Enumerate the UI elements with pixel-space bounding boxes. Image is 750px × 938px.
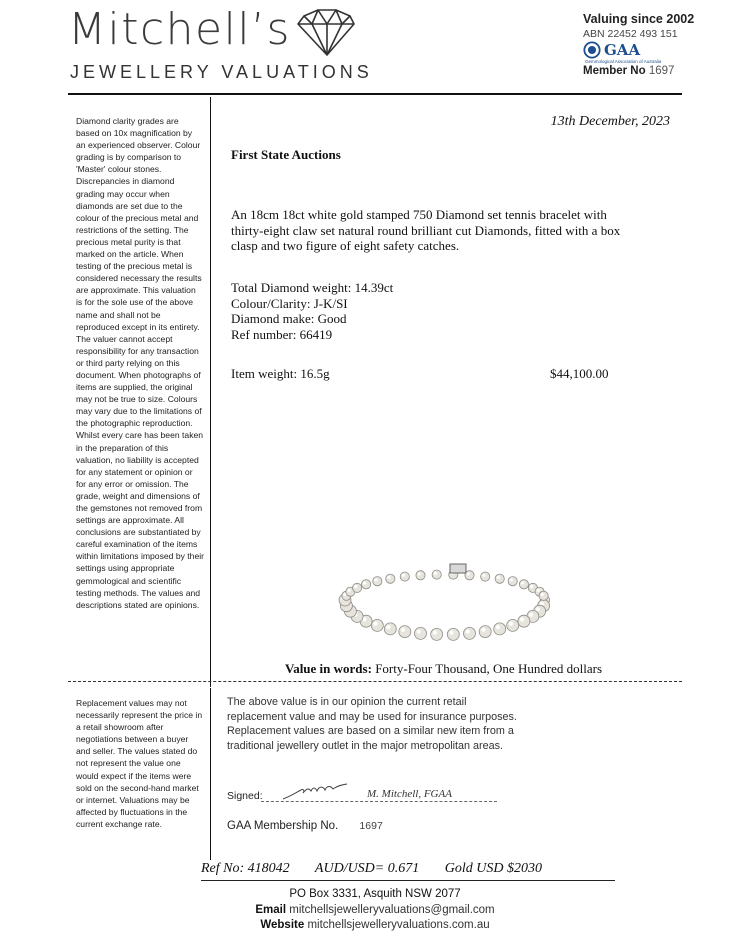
website-link[interactable]: mitchellsjewelleryvaluations.com.au: [307, 919, 490, 931]
stone-highlight: [537, 589, 540, 592]
gaa-subtitle: Gemmological Association of Australia: [585, 58, 662, 64]
gaa-badge: [583, 41, 733, 59]
reference-row: [201, 861, 564, 877]
bracelet-stone: [495, 574, 504, 583]
footer: [0, 887, 750, 934]
spec-ref-number: Ref number: 66419: [231, 326, 333, 342]
stone-highlight: [466, 630, 470, 634]
stone-highlight: [520, 617, 524, 621]
brand-tagline: JEWELLERY VALUATIONS: [70, 62, 373, 82]
item-weight: Item weight: 16.5g: [231, 366, 330, 381]
stone-highlight: [354, 585, 357, 588]
value-words-label: Value in words:: [285, 661, 372, 676]
bracelet-stone: [371, 619, 383, 631]
member-label: Member No: [583, 64, 646, 77]
bracelet-photo: [330, 556, 560, 644]
stone-highlight: [497, 576, 500, 579]
stone-highlight: [433, 631, 437, 635]
disclaimer-text: Diamond clarity grades are based on 10x magnification by an experienced observer. Colour grading is by comparison to 'Master' colour stones. Discrepancies in diamond grading may occur when diamonds are set due to the colour of the precious metal and restrictions of the setting. The precious metal purity is that marked on the article. When testing of the precious metal is considered necessary the results are approximate. This valuation is for the sole use of the above name and shall not be reproduced except in its entirety. The valuer cannot accept responsibility for any transaction or third party relying on this document. When photographs of items are supplied, the original may not be true to size. Colours may vary due to the limitations of the photographic reproduction. Whilst every care has been taken in the preparation of this valuation, no liability is accepted for any statement or opinion or for any error or omission. The grade, weight and dimensions of the gemstones not removed from settings are approximate. All conclusions are substantiated by careful examination of the items within limitations imposed by their settings using appropriate gemmological and scientific testing methods. The values and descriptions stated are opinions.: [76, 116, 205, 610]
bracelet-stone: [464, 627, 476, 639]
bracelet-stone: [494, 623, 506, 635]
bracelet-stone: [415, 627, 427, 639]
bracelet-stone: [353, 583, 362, 592]
gaa-label: GAA: [604, 40, 641, 59]
value-in-words: [285, 661, 602, 677]
signature-row: [227, 784, 497, 806]
abn-number: ABN 22452 493 151: [583, 27, 678, 40]
valuation-price: $44,100.00: [550, 366, 609, 381]
valuation-date: 13th December, 2023: [550, 114, 670, 129]
stone-highlight: [434, 572, 437, 575]
bracelet-stone: [384, 623, 396, 635]
stone-highlight: [449, 631, 453, 635]
bracelet-stone: [386, 574, 395, 583]
stone-highlight: [509, 622, 513, 626]
gaa-membership: [227, 820, 383, 832]
bracelet-stone: [399, 626, 411, 638]
bracelet-stone: [479, 626, 491, 638]
diamond-logo-icon: [296, 8, 356, 58]
bracelet-stone: [481, 572, 490, 581]
bracelet-clasp: [450, 564, 466, 573]
member-number: [583, 65, 733, 77]
item-description: An 18cm 18ct white gold stamped 750 Diamond set tennis bracelet with thirty-eight claw set natural round brilliant cut Diamonds, fitted with a box clasp and two figure of eight safety catches.: [231, 207, 621, 253]
bracelet-stone: [508, 577, 517, 586]
signed-label: Signed:: [227, 790, 263, 802]
brand-name: Mitchell’s: [68, 4, 291, 55]
stone-highlight: [482, 574, 485, 577]
stone-highlight: [418, 572, 421, 575]
stone-highlight: [467, 572, 470, 575]
valuing-since: Valuing since 2002: [583, 12, 695, 26]
signature-scribble: [281, 782, 361, 802]
bracelet-stone: [507, 619, 519, 631]
value-words-text: Forty-Four Thousand, One Hundred dollars: [375, 661, 603, 676]
footer-email: [0, 903, 750, 919]
bracelet-stone: [400, 572, 409, 581]
header-divider: [68, 93, 682, 95]
stone-highlight: [363, 581, 366, 584]
stone-highlight: [417, 630, 421, 634]
gaa-membership-label: GAA Membership No.: [227, 820, 339, 832]
stone-highlight: [521, 581, 524, 584]
column-divider: [210, 97, 211, 687]
gaa-logo-icon: [583, 41, 601, 59]
stone-highlight: [373, 622, 377, 626]
bracelet-stone: [416, 571, 425, 580]
bracelet-stone: [362, 580, 371, 589]
ref-no: Ref No: 418042: [201, 861, 290, 876]
email-link[interactable]: mitchellsjewelleryvaluations@gmail.com: [289, 903, 495, 916]
stone-highlight: [347, 589, 350, 592]
stone-highlight: [481, 628, 485, 632]
stone-highlight: [374, 578, 377, 581]
website-label: Website: [260, 919, 305, 931]
stone-highlight: [387, 576, 390, 579]
spec-colour-clarity: Colour/Clarity: J-K/SI: [231, 295, 348, 311]
client-name: First State Auctions: [231, 147, 341, 162]
stone-highlight: [530, 585, 533, 588]
spec-diamond-make: Diamond make: Good: [231, 311, 347, 326]
stone-highlight: [401, 628, 405, 632]
item-specs: [231, 280, 393, 342]
bracelet-stone: [518, 615, 530, 627]
stone-highlight: [541, 593, 544, 596]
bracelet-stone: [431, 628, 443, 640]
bracelet-stone: [432, 570, 441, 579]
reference-underline: [201, 880, 615, 881]
stone-highlight: [536, 607, 540, 611]
replacement-statement: The above value is in our opinion the current retail replacement value and may be used for insurance purposes. Replacement values are based on a similar new item from a traditional jewellery outlet in the major metropolitan areas.: [227, 696, 517, 752]
signer-name: M. Mitchell, FGAA: [367, 788, 452, 800]
stone-highlight: [386, 625, 390, 629]
bracelet-stone: [373, 577, 382, 586]
footer-address: PO Box 3331, Asquith NSW 2077: [289, 888, 461, 900]
replacement-disclaimer: Replacement values may not necessarily represent the price in a retail showroom after negotiations between a buyer and seller. The values stated do not represent the value one would expect if the items were sold on the second-hand market or internet. Valuations may be affected by fluctuations in the current exchange rate.: [76, 698, 203, 829]
spec-diamond-weight: Total Diamond weight: 14.39ct: [231, 280, 394, 295]
gaa-membership-value: 1697: [359, 820, 383, 832]
stone-highlight: [496, 625, 500, 629]
email-label: Email: [255, 903, 287, 916]
member-value: 1697: [648, 64, 675, 77]
exchange-rate: AUD/USD= 0.671: [314, 861, 420, 876]
header-credentials: [583, 13, 733, 77]
stone-highlight: [402, 574, 405, 577]
gold-price: Gold USD $2030: [444, 861, 542, 876]
bracelet-stone: [519, 580, 528, 589]
bracelet-stone: [539, 591, 548, 600]
section-divider: [68, 681, 682, 682]
column-divider-bottom: [210, 688, 211, 860]
stone-highlight: [510, 578, 513, 581]
footer-website: [0, 918, 750, 934]
stone-highlight: [529, 613, 533, 617]
bracelet-stone: [447, 628, 459, 640]
